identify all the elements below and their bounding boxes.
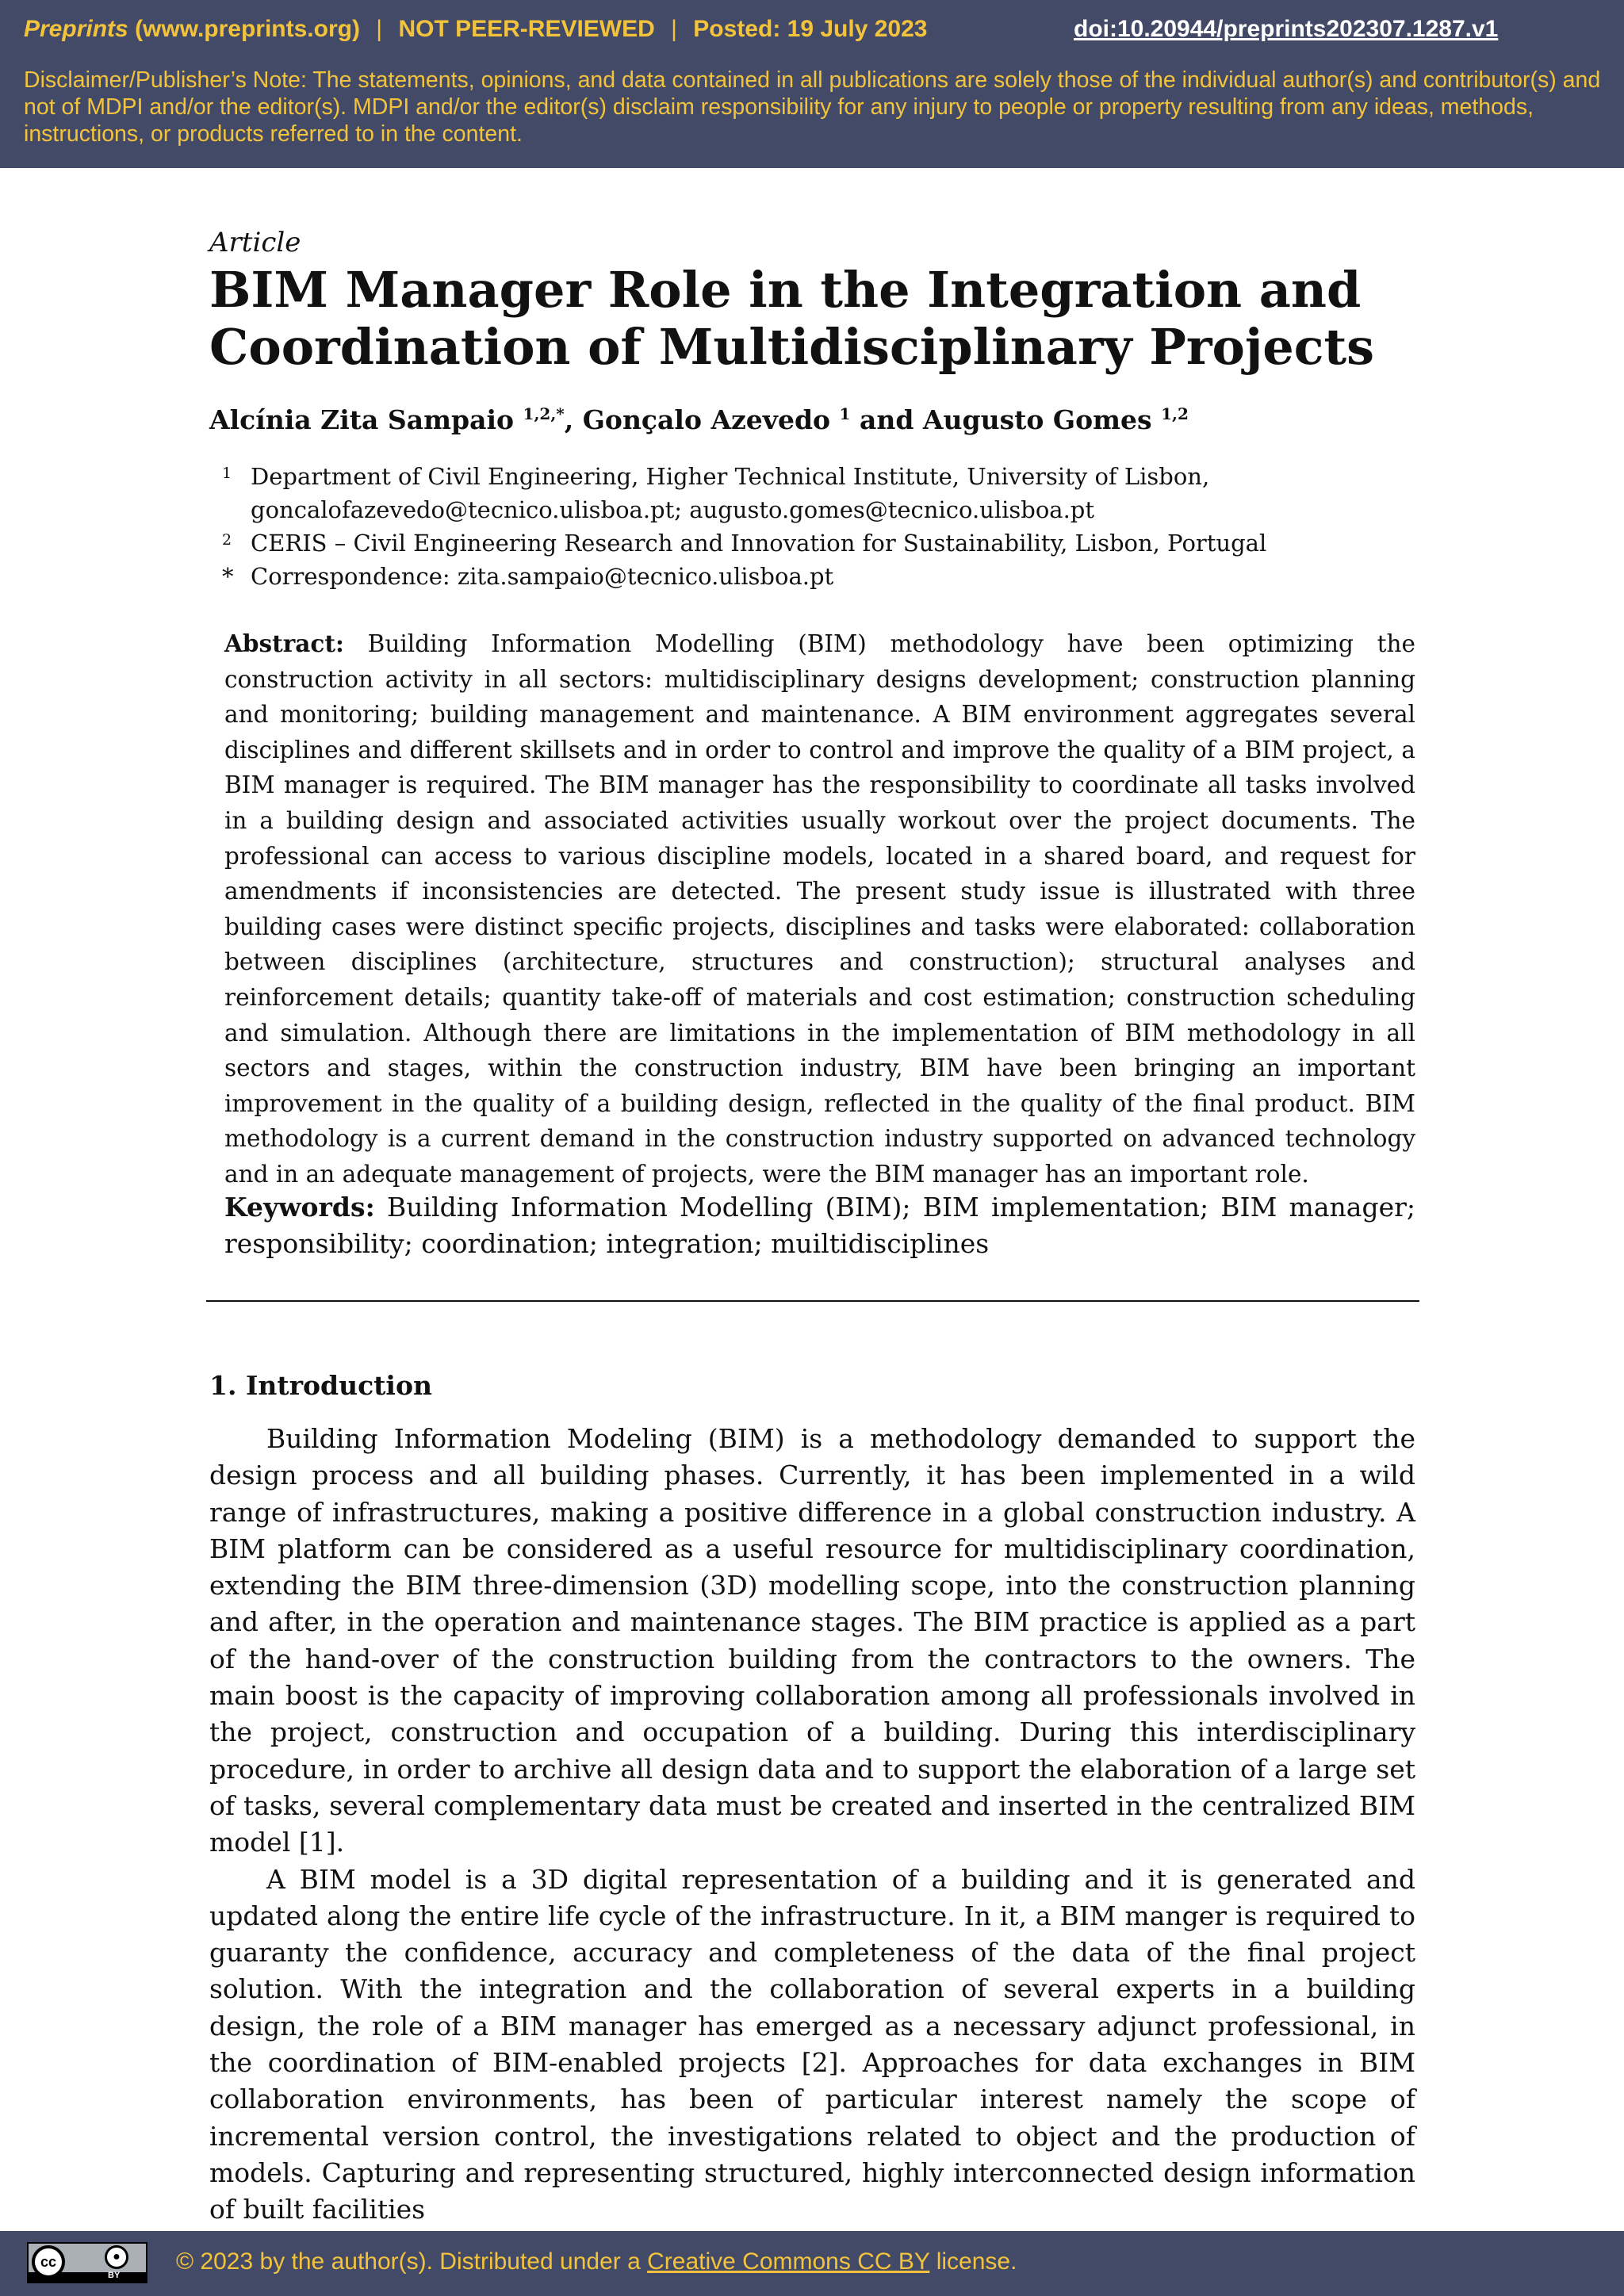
publisher-disclaimer: Disclaimer/Publisher’s Note: The statements, opinions, and data contained in all publications are solely those of the individual author(s) and contributor(s) and not of MDPI and/or the editor(s). MDPI and/or the editor(s) disclaim responsibility for any injury to people or property resulting from any ideas, methods, instructions, or products referred to in the content. (24, 67, 1601, 147)
author-name: Gonçalo Azevedo (582, 404, 831, 435)
copyright-text: © 2023 by the author(s). Distributed under a (176, 2248, 641, 2275)
author-affiliation-marker: 1,2,* (523, 404, 565, 423)
keywords-label: Keywords: (224, 1192, 375, 1223)
affiliation-item (222, 460, 1411, 526)
review-status: NOT PEER-REVIEWED (398, 16, 655, 42)
affiliation-emails[interactable]: goncalofazevedo@tecnico.ulisboa.pt; augusto.gomes@tecnico.ulisboa.pt (251, 496, 1095, 523)
section-divider (206, 1300, 1419, 1302)
abstract-label: Abstract: (224, 629, 344, 657)
license-link[interactable]: Creative Commons CC BY (647, 2248, 930, 2275)
banner-header-line (24, 16, 927, 43)
correspondence-text[interactable]: Correspondence: zita.sampaio@tecnico.ulisboa.pt (251, 563, 834, 590)
cc-by-license-icon[interactable] (27, 2242, 147, 2283)
article-type: Article (209, 227, 301, 258)
affiliation-text: Department of Civil Engineering, Higher Technical Institute, University of Lisbon, (251, 463, 1210, 490)
affiliation-text: CERIS – Civil Engineering Research and Innovation for Sustainability, Lisbon, Portugal (251, 530, 1267, 557)
author-affiliation-marker: 1 (839, 404, 851, 423)
preprints-site-link[interactable]: (www.preprints.org) (135, 16, 360, 42)
affiliations (222, 460, 1411, 593)
doi-link[interactable]: doi:10.20944/preprints202307.1287.v1 (1074, 16, 1499, 42)
section-body (209, 1421, 1415, 2229)
author-separator: , (564, 404, 583, 435)
affiliation-item (222, 526, 1411, 560)
separator: | (671, 16, 677, 42)
body-paragraph: Building Information Modeling (BIM) is a methodology demanded to support the design process and all building phases. Currently, it has been implemented in a wild range of infrastructures, making a positive difference in a global construction industry. A BIM platform can be considered as a useful resource for multidisciplinary coordination, extending the BIM three-dimension (3D) modelling scope, into the construction planning and after, in the operation and maintenance stages. The BIM practice is applied as a part of the hand-over of the construction building from the contractors to the owners. The main boost is the capacity of improving collaboration among all professionals involved in the project, construction and occupation of a building. During this interdisciplinary procedure, in order to archive all design data and to support the elaboration of a large set of tasks, several complementary data must be created and inserted in the centralized BIM model [1]. (209, 1423, 1415, 1858)
author-separator: and (850, 404, 923, 435)
abstract-text: Building Information Modelling (BIM) methodology have been optimizing the construction activity in all sectors: multidisciplinary designs development; construction planning and monitoring; building management and maintenance. A BIM environment aggregates several disciplines and different skillsets and in order to control and improve the quality of a BIM project, a BIM manager is required. The BIM manager has the responsibility to coordinate all tasks involved in a building design and associated activities usually workout over the project documents. The professional can access to various discipline models, located in a shared board, and request for amendments if inconsistencies are detected. The present study issue is illustrated with three building cases were distinct specific projects, disciplines and tasks were elaborated: collaboration between disciplines (architecture, structures and construction); structural analyses and reinforcement details; quantity take-off of materials and cost estimation; construction scheduling and simulation. Although there are limitations in the implementation of BIM methodology in all sectors and stages, within the construction industry, BIM have been bringing an important improvement in the quality of a building design, reflected in the quality of the final product. BIM methodology is a current demand in the construction industry supported on advanced technology and in an adequate management of projects, were the BIM manager has an important role. (224, 630, 1415, 1188)
license-statement (176, 2248, 1017, 2275)
author-list (209, 404, 1415, 435)
by-label: BY (108, 2271, 121, 2280)
author-name: Alcínia Zita Sampaio (209, 404, 515, 435)
correspondence-item (222, 560, 1411, 593)
attribution-person-icon: ● (105, 2245, 128, 2269)
keywords-text: Building Information Modelling (BIM); BIM implementation; BIM manager; responsibility; coordination; integration; muiltidisciplines (224, 1192, 1415, 1259)
title-line-2: Coordination of Multidisciplinary Projects (209, 318, 1375, 376)
affiliation-marker: 1 (222, 465, 232, 482)
affiliation-marker: 2 (222, 531, 232, 549)
article-title (209, 262, 1415, 376)
section-heading: 1. Introduction (209, 1370, 432, 1401)
author-name: Augusto Gomes (922, 404, 1152, 435)
preprint-banner (0, 0, 1624, 168)
creative-commons-icon: cc (32, 2245, 65, 2279)
body-paragraph: A BIM model is a 3D digital representation of a building and it is generated and updated along the entire life cycle of the infrastructure. In it, a BIM manger is required to guaranty the confidence, accuracy and completeness of the data of the final project solution. With the integration and the collaboration of several experts in a building design, the role of a BIM manager has emerged as a necessary adjunct professional, in the coordination of BIM-enabled projects [2]. Approaches for data exchanges in BIM collaboration environments, has been of particular interest namely the scope of incremental version control, the investigations related to object and the production of models. Capturing and representing structured, highly interconnected design information of built facilities (209, 1863, 1415, 2225)
keywords (224, 1189, 1415, 1262)
posted-date: Posted: 19 July 2023 (693, 16, 928, 42)
abstract (224, 626, 1415, 1192)
preprints-brand[interactable]: Preprints (24, 16, 128, 42)
license-suffix: license. (936, 2248, 1017, 2275)
title-line-1: BIM Manager Role in the Integration and (209, 261, 1362, 319)
correspondence-marker: * (222, 563, 234, 590)
separator: | (376, 16, 383, 42)
author-affiliation-marker: 1,2 (1161, 404, 1189, 423)
license-footer (0, 2231, 1624, 2296)
